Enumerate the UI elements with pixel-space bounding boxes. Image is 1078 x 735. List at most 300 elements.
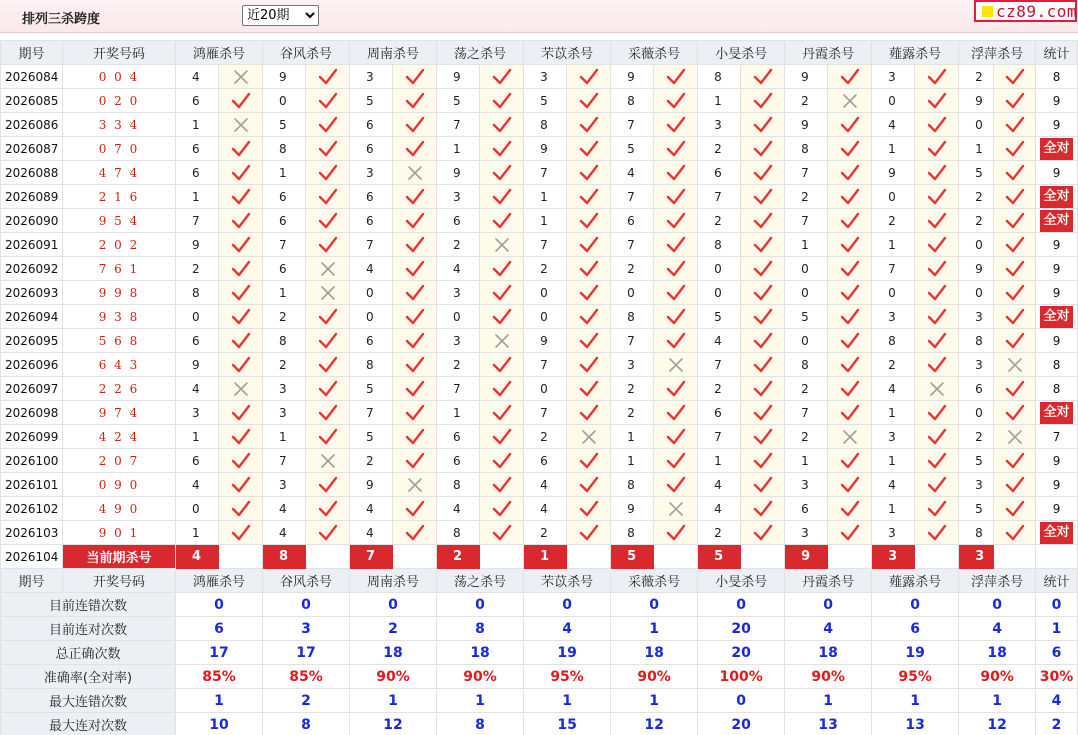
check-icon — [994, 137, 1036, 161]
check-icon — [567, 377, 611, 401]
kill-number: 8 — [698, 65, 741, 89]
kill-number: 3 — [698, 113, 741, 137]
check-icon — [306, 329, 350, 353]
kill-number: 9 — [872, 161, 915, 185]
table-row — [1, 281, 1078, 305]
table-row — [1, 401, 1078, 425]
check-icon — [567, 113, 611, 137]
kill-number: 9 — [785, 65, 828, 89]
kill-number: 1 — [524, 185, 567, 209]
period-number: 2026084 — [1, 65, 63, 89]
kill-number: 2 — [176, 257, 219, 281]
kill-number: 7 — [176, 209, 219, 233]
kill-number: 1 — [872, 497, 915, 521]
check-icon — [654, 257, 698, 281]
check-icon — [219, 89, 263, 113]
check-icon — [994, 185, 1036, 209]
stats-value: 17 — [263, 641, 350, 665]
column-header: 芣苡杀号 — [524, 569, 611, 593]
check-icon — [915, 281, 959, 305]
stats-label: 最大连错次数 — [1, 689, 176, 713]
stats-row — [1, 689, 1078, 713]
check-icon — [306, 473, 350, 497]
stats-value: 95% — [524, 665, 611, 689]
kill-number: 4 — [872, 473, 915, 497]
check-icon — [219, 401, 263, 425]
stats-row — [1, 593, 1078, 617]
top-bar — [0, 0, 1078, 33]
kill-number: 6 — [437, 209, 480, 233]
stats-value: 4 — [959, 617, 1036, 641]
check-icon — [994, 113, 1036, 137]
check-icon — [654, 137, 698, 161]
kill-number: 3 — [437, 185, 480, 209]
kill-number: 3 — [785, 473, 828, 497]
check-icon — [654, 233, 698, 257]
kill-number: 0 — [176, 305, 219, 329]
stats-value: 12 — [350, 713, 437, 735]
cross-icon — [994, 425, 1036, 449]
cross-icon — [567, 425, 611, 449]
kill-number: 0 — [785, 329, 828, 353]
kill-number: 2 — [959, 185, 994, 209]
stats-value: 6 — [872, 617, 959, 641]
check-icon — [306, 521, 350, 545]
kill-number: 4 — [524, 497, 567, 521]
check-icon — [741, 137, 785, 161]
check-icon — [219, 449, 263, 473]
check-icon — [393, 113, 437, 137]
kill-number: 2 — [437, 353, 480, 377]
kill-number: 1 — [176, 185, 219, 209]
kill-number: 1 — [263, 161, 306, 185]
check-icon — [567, 161, 611, 185]
column-header: 芣苡杀号 — [524, 41, 611, 65]
check-icon — [994, 281, 1036, 305]
cross-icon — [219, 377, 263, 401]
check-icon — [567, 305, 611, 329]
cross-icon — [654, 353, 698, 377]
blank-cell — [654, 545, 698, 569]
kill-number: 2 — [785, 89, 828, 113]
check-icon — [915, 65, 959, 89]
row-stat: 9 — [1036, 281, 1078, 305]
kill-number: 1 — [785, 233, 828, 257]
blank-cell — [741, 545, 785, 569]
check-icon — [480, 161, 524, 185]
row-stat: 9 — [1036, 89, 1078, 113]
column-header: 开奖号码 — [63, 569, 176, 593]
stats-value: 8 — [263, 713, 350, 735]
kill-number: 8 — [350, 353, 393, 377]
current-kill-number: 8 — [263, 545, 306, 569]
check-icon — [915, 113, 959, 137]
kill-number: 9 — [437, 161, 480, 185]
check-icon — [480, 209, 524, 233]
check-icon — [219, 257, 263, 281]
kill-number: 8 — [611, 521, 654, 545]
kill-number: 0 — [872, 185, 915, 209]
check-icon — [393, 65, 437, 89]
check-icon — [915, 473, 959, 497]
column-header: 采薇杀号 — [611, 569, 698, 593]
kill-number: 7 — [263, 233, 306, 257]
current-kill-number: 3 — [959, 545, 994, 569]
table-row — [1, 89, 1078, 113]
check-icon — [915, 233, 959, 257]
column-header: 采薇杀号 — [611, 41, 698, 65]
kill-number: 4 — [176, 377, 219, 401]
table-row — [1, 425, 1078, 449]
check-icon — [219, 233, 263, 257]
kill-number: 1 — [437, 401, 480, 425]
period-number: 2026085 — [1, 89, 63, 113]
stats-value: 2 — [1036, 713, 1078, 735]
stats-value: 0 — [524, 593, 611, 617]
header-row — [1, 41, 1078, 65]
kill-number: 7 — [785, 209, 828, 233]
kill-number: 6 — [698, 161, 741, 185]
kill-number: 8 — [611, 473, 654, 497]
stats-value: 10 — [176, 713, 263, 735]
kill-number: 6 — [437, 425, 480, 449]
row-stat — [1036, 137, 1078, 161]
stats-value: 90% — [437, 665, 524, 689]
period-number: 2026088 — [1, 161, 63, 185]
cross-icon — [393, 473, 437, 497]
kill-number: 1 — [959, 137, 994, 161]
blank-cell — [306, 545, 350, 569]
kill-number: 6 — [263, 185, 306, 209]
kill-number: 2 — [263, 305, 306, 329]
check-icon — [654, 161, 698, 185]
check-icon — [306, 185, 350, 209]
check-icon — [393, 353, 437, 377]
table-row — [1, 473, 1078, 497]
check-icon — [219, 305, 263, 329]
stats-value: 4 — [1036, 689, 1078, 713]
column-header: 荡之杀号 — [437, 569, 524, 593]
current-kill-number: 5 — [611, 545, 654, 569]
current-period-row — [1, 545, 1078, 569]
stats-value: 19 — [524, 641, 611, 665]
kill-number: 9 — [524, 329, 567, 353]
kill-number: 8 — [611, 305, 654, 329]
check-icon — [306, 89, 350, 113]
cross-icon — [828, 89, 872, 113]
draw-number: 7 6 1 — [63, 257, 176, 281]
kill-number: 0 — [698, 281, 741, 305]
stats-value: 13 — [785, 713, 872, 735]
kill-number: 3 — [872, 521, 915, 545]
kill-number: 8 — [437, 521, 480, 545]
kill-number: 6 — [176, 89, 219, 113]
row-stat: 8 — [1036, 377, 1078, 401]
kill-number: 1 — [263, 425, 306, 449]
kill-number: 8 — [698, 233, 741, 257]
kill-number: 4 — [350, 521, 393, 545]
logo-text: cz89.com — [996, 2, 1078, 21]
cross-icon — [480, 329, 524, 353]
check-icon — [915, 353, 959, 377]
check-icon — [219, 281, 263, 305]
kill-number: 1 — [872, 449, 915, 473]
check-icon — [219, 209, 263, 233]
kill-number: 2 — [524, 257, 567, 281]
table-row — [1, 209, 1078, 233]
kill-number: 7 — [524, 401, 567, 425]
kill-number: 6 — [524, 449, 567, 473]
check-icon — [741, 257, 785, 281]
check-icon — [306, 65, 350, 89]
check-icon — [393, 425, 437, 449]
check-icon — [567, 473, 611, 497]
period-number: 2026092 — [1, 257, 63, 281]
kill-number: 4 — [437, 497, 480, 521]
current-kill-number: 5 — [698, 545, 741, 569]
stats-value: 6 — [1036, 641, 1078, 665]
cross-icon — [480, 233, 524, 257]
blank-cell — [480, 545, 524, 569]
period-number: 2026094 — [1, 305, 63, 329]
check-icon — [741, 401, 785, 425]
check-icon — [306, 161, 350, 185]
check-icon — [654, 113, 698, 137]
stats-value: 100% — [698, 665, 785, 689]
draw-number: 3 3 4 — [63, 113, 176, 137]
check-icon — [306, 497, 350, 521]
column-header: 小旻杀号 — [698, 41, 785, 65]
kill-number: 0 — [959, 401, 994, 425]
cross-icon — [219, 113, 263, 137]
column-header: 期号 — [1, 41, 63, 65]
stats-value: 1 — [611, 689, 698, 713]
table-row — [1, 305, 1078, 329]
check-icon — [915, 185, 959, 209]
kill-number: 6 — [959, 377, 994, 401]
check-icon — [654, 473, 698, 497]
kill-number: 8 — [176, 281, 219, 305]
check-icon — [480, 377, 524, 401]
all-correct-badge: 全对 — [1040, 186, 1073, 208]
kill-number: 4 — [611, 161, 654, 185]
check-icon — [994, 209, 1036, 233]
stats-value: 20 — [698, 641, 785, 665]
draw-number: 0 2 0 — [63, 89, 176, 113]
row-stat: 9 — [1036, 473, 1078, 497]
kill-number: 8 — [959, 521, 994, 545]
kill-number: 1 — [785, 449, 828, 473]
table-row — [1, 257, 1078, 281]
check-icon — [741, 305, 785, 329]
stats-value: 20 — [698, 713, 785, 735]
period-number: 2026097 — [1, 377, 63, 401]
check-icon — [994, 449, 1036, 473]
kill-number: 6 — [176, 449, 219, 473]
check-icon — [219, 161, 263, 185]
kill-number: 5 — [698, 305, 741, 329]
kill-number: 6 — [263, 257, 306, 281]
stats-value: 13 — [872, 713, 959, 735]
site-logo[interactable] — [974, 0, 1077, 22]
stats-row — [1, 665, 1078, 689]
blank-cell — [994, 545, 1036, 569]
period-number: 2026093 — [1, 281, 63, 305]
stats-value: 90% — [785, 665, 872, 689]
table-row — [1, 449, 1078, 473]
period-number: 2026091 — [1, 233, 63, 257]
check-icon — [915, 401, 959, 425]
check-icon — [567, 257, 611, 281]
table-row — [1, 377, 1078, 401]
stats-row — [1, 713, 1078, 735]
kill-number: 4 — [176, 473, 219, 497]
kill-number: 6 — [176, 161, 219, 185]
draw-number: 4 2 4 — [63, 425, 176, 449]
kill-number: 2 — [785, 377, 828, 401]
kill-number: 6 — [350, 209, 393, 233]
cross-icon — [915, 377, 959, 401]
check-icon — [480, 521, 524, 545]
check-icon — [219, 425, 263, 449]
stats-value: 0 — [176, 593, 263, 617]
check-icon — [828, 113, 872, 137]
check-icon — [567, 521, 611, 545]
kill-number: 8 — [437, 473, 480, 497]
draw-number: 9 5 4 — [63, 209, 176, 233]
draw-number: 9 3 8 — [63, 305, 176, 329]
period-number: 2026100 — [1, 449, 63, 473]
stats-value: 3 — [263, 617, 350, 641]
kill-number: 1 — [872, 401, 915, 425]
kill-number: 3 — [785, 521, 828, 545]
current-kill-number: 7 — [350, 545, 393, 569]
period-number: 2026087 — [1, 137, 63, 161]
table-row — [1, 353, 1078, 377]
kill-number: 7 — [611, 329, 654, 353]
kill-number: 9 — [437, 65, 480, 89]
column-header: 开奖号码 — [63, 41, 176, 65]
kill-number: 6 — [176, 137, 219, 161]
stats-value: 19 — [872, 641, 959, 665]
stats-value: 1 — [872, 689, 959, 713]
kill-number: 9 — [959, 89, 994, 113]
kill-number: 0 — [872, 281, 915, 305]
check-icon — [306, 233, 350, 257]
check-icon — [393, 137, 437, 161]
row-stat: 9 — [1036, 329, 1078, 353]
check-icon — [393, 329, 437, 353]
draw-number: 4 7 4 — [63, 161, 176, 185]
check-icon — [915, 137, 959, 161]
blank-cell — [393, 545, 437, 569]
kill-number: 8 — [263, 329, 306, 353]
check-icon — [306, 425, 350, 449]
check-icon — [393, 449, 437, 473]
check-icon — [393, 209, 437, 233]
kill-number: 0 — [350, 281, 393, 305]
check-icon — [393, 233, 437, 257]
table-row — [1, 113, 1078, 137]
check-icon — [828, 161, 872, 185]
check-icon — [741, 521, 785, 545]
kill-number: 1 — [872, 233, 915, 257]
period-number: 2026101 — [1, 473, 63, 497]
draw-number: 4 9 0 — [63, 497, 176, 521]
kill-number: 3 — [524, 65, 567, 89]
row-stat: 8 — [1036, 353, 1078, 377]
check-icon — [915, 161, 959, 185]
column-header: 薤露杀号 — [872, 569, 959, 593]
stats-value: 4 — [524, 617, 611, 641]
kill-number: 8 — [785, 353, 828, 377]
kill-number: 2 — [611, 257, 654, 281]
check-icon — [567, 137, 611, 161]
stats-value: 0 — [611, 593, 698, 617]
stats-value: 1 — [350, 689, 437, 713]
draw-number: 5 6 8 — [63, 329, 176, 353]
check-icon — [994, 65, 1036, 89]
kill-number: 0 — [176, 497, 219, 521]
draw-number: 9 7 4 — [63, 401, 176, 425]
kill-number: 7 — [698, 185, 741, 209]
check-icon — [654, 377, 698, 401]
kill-number: 8 — [959, 329, 994, 353]
check-icon — [567, 209, 611, 233]
kill-number: 2 — [698, 137, 741, 161]
check-icon — [393, 401, 437, 425]
check-icon — [480, 137, 524, 161]
kill-number: 5 — [611, 137, 654, 161]
kill-number: 6 — [176, 329, 219, 353]
kill-number: 7 — [611, 185, 654, 209]
kill-number: 5 — [959, 497, 994, 521]
kill-number: 1 — [524, 209, 567, 233]
stats-value: 0 — [350, 593, 437, 617]
check-icon — [219, 497, 263, 521]
draw-number: 2 0 7 — [63, 449, 176, 473]
draw-number: 0 9 0 — [63, 473, 176, 497]
draw-number: 9 9 8 — [63, 281, 176, 305]
check-icon — [994, 473, 1036, 497]
period-select[interactable] — [242, 5, 319, 26]
kill-number: 7 — [611, 233, 654, 257]
kill-number: 1 — [872, 137, 915, 161]
kill-number: 2 — [785, 425, 828, 449]
check-icon — [741, 209, 785, 233]
check-icon — [393, 257, 437, 281]
check-icon — [915, 305, 959, 329]
kill-number: 3 — [872, 425, 915, 449]
cross-icon — [306, 449, 350, 473]
kill-number: 0 — [698, 257, 741, 281]
blank-cell — [567, 545, 611, 569]
all-correct-badge: 全对 — [1040, 210, 1073, 232]
check-icon — [828, 449, 872, 473]
column-header: 丹霞杀号 — [785, 41, 872, 65]
check-icon — [567, 353, 611, 377]
stats-value: 8 — [437, 617, 524, 641]
stats-label: 最大连对次数 — [1, 713, 176, 735]
kill-number: 9 — [611, 497, 654, 521]
blank-cell — [828, 545, 872, 569]
kill-number: 9 — [176, 233, 219, 257]
column-header: 谷风杀号 — [263, 569, 350, 593]
kill-number: 0 — [611, 281, 654, 305]
check-icon — [480, 401, 524, 425]
stats-value: 18 — [611, 641, 698, 665]
stats-value: 1 — [176, 689, 263, 713]
